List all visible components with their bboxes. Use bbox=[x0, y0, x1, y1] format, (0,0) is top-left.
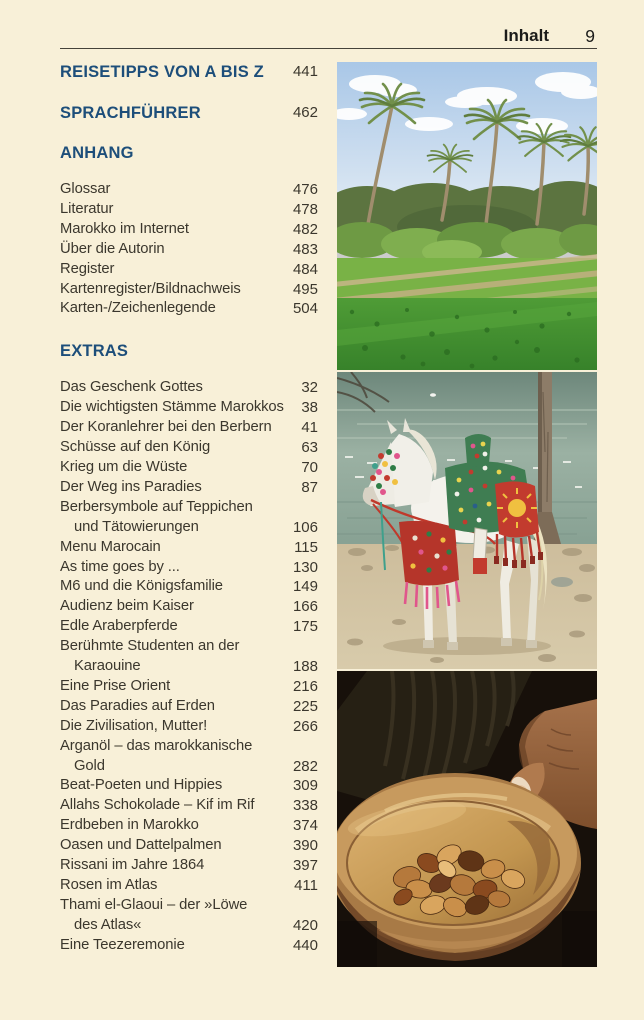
toc-entry bbox=[60, 617, 318, 637]
toc-entry-label bbox=[60, 896, 278, 936]
toc-entry-label bbox=[60, 836, 278, 856]
toc-entry bbox=[60, 597, 318, 617]
toc-section-heading: ANHANG bbox=[60, 144, 134, 162]
toc-entry-label bbox=[60, 697, 278, 717]
toc-entry-page: 476 bbox=[292, 181, 318, 198]
toc-entry-label bbox=[60, 776, 278, 796]
toc-entry-line: Das Geschenk Gottes bbox=[60, 379, 203, 396]
toc-entry-page: 309 bbox=[292, 777, 318, 795]
header-rule bbox=[60, 48, 597, 49]
toc-entry-label bbox=[60, 737, 278, 777]
toc-entry-line: Gold bbox=[74, 757, 105, 774]
toc-entry-line: Literatur bbox=[60, 200, 114, 217]
toc-entry bbox=[60, 538, 318, 558]
toc-entry-line: Thami el-Glaoui – der »Löwe bbox=[60, 896, 248, 913]
toc-major-row bbox=[60, 103, 318, 123]
toc-entry bbox=[60, 558, 318, 578]
toc-entry-page: 225 bbox=[292, 697, 318, 715]
toc-entry-label bbox=[60, 438, 278, 458]
toc-entry-line: Krieg um die Wüste bbox=[60, 458, 188, 475]
toc-entry-label bbox=[60, 558, 278, 578]
toc-entry-label bbox=[60, 299, 278, 319]
toc-major-label: REISETIPPS VON A BIS Z bbox=[60, 63, 264, 81]
toc-entry-line: Edle Araberpferde bbox=[60, 618, 178, 635]
toc-entry-line: Der Weg ins Paradies bbox=[60, 478, 202, 495]
photo-decorated-horse bbox=[337, 372, 597, 669]
toc-entry-line: Arganöl – das marokkanische bbox=[60, 737, 253, 754]
toc-entry-list bbox=[60, 180, 318, 319]
toc-entry-line: Karten-/Zeichenlegende bbox=[60, 300, 216, 317]
toc-entry-page: 282 bbox=[292, 757, 318, 775]
toc-entry bbox=[60, 299, 318, 319]
toc-entry bbox=[60, 260, 318, 280]
toc-entry-line: Die wichtigsten Stämme Marokkos bbox=[60, 399, 284, 416]
toc-entry-line: Berühmte Studenten an der bbox=[60, 638, 240, 655]
toc-entry-line: Glossar bbox=[60, 181, 111, 197]
toc-entry-line: Der Koranlehrer bei den Berbern bbox=[60, 419, 272, 436]
toc-entry bbox=[60, 816, 318, 836]
toc-entry bbox=[60, 240, 318, 260]
toc-entry-line: Die Zivilisation, Mutter! bbox=[60, 717, 208, 734]
toc-entry bbox=[60, 418, 318, 438]
toc-entry-label bbox=[60, 816, 278, 836]
toc-entry-label bbox=[60, 577, 278, 597]
toc-entry-label bbox=[60, 717, 278, 737]
toc-entry-page: 420 bbox=[292, 916, 318, 934]
toc-entry-page: 216 bbox=[292, 677, 318, 695]
toc-entry-page: 504 bbox=[292, 300, 318, 318]
toc-entry-line: Menu Marocain bbox=[60, 538, 161, 555]
toc-entry-label bbox=[60, 597, 278, 617]
toc-entry-label bbox=[60, 498, 278, 538]
toc-entry-page: 397 bbox=[292, 857, 318, 875]
toc-entry-label bbox=[60, 260, 278, 280]
toc-entry-label bbox=[60, 418, 278, 438]
photo-argan-nuts-bowl bbox=[337, 671, 597, 967]
toc-entry-label bbox=[60, 458, 278, 478]
toc-major-label: SPRACHFÜHRER bbox=[60, 104, 201, 122]
toc-entry bbox=[60, 856, 318, 876]
toc-entry-page: 38 bbox=[301, 399, 318, 417]
toc-entry bbox=[60, 677, 318, 697]
toc-entry-line: Das Paradies auf Erden bbox=[60, 697, 215, 714]
toc-entry-page: 115 bbox=[294, 538, 318, 556]
toc-entry-line: Register bbox=[60, 260, 115, 277]
toc-entry-page: 32 bbox=[301, 379, 318, 397]
toc-entry-label bbox=[60, 936, 278, 956]
toc-entry-page: 188 bbox=[292, 658, 318, 676]
toc-entry-line: des Atlas« bbox=[74, 916, 142, 933]
toc-entry-line: Karaouine bbox=[74, 658, 141, 675]
toc-entry-label bbox=[60, 538, 278, 558]
toc-entry-page: 175 bbox=[292, 618, 318, 636]
toc-entry-line: Erdbeben in Marokko bbox=[60, 817, 199, 834]
toc-entry-line: Marokko im Internet bbox=[60, 220, 189, 237]
toc-entry-page: 41 bbox=[301, 419, 318, 437]
toc-entry-list bbox=[60, 378, 318, 955]
toc-entry bbox=[60, 220, 318, 240]
photo-column bbox=[337, 62, 597, 969]
toc-entry bbox=[60, 280, 318, 300]
toc-entry-label bbox=[60, 856, 278, 876]
toc-entry-line: Rosen im Atlas bbox=[60, 877, 158, 893]
toc-entry bbox=[60, 498, 318, 538]
toc-entry-page: 478 bbox=[292, 200, 318, 218]
toc-entry-page: 106 bbox=[292, 518, 318, 536]
toc-entry-page: 440 bbox=[292, 936, 318, 954]
toc-entry-label bbox=[60, 378, 278, 398]
toc-entry bbox=[60, 896, 318, 936]
toc-entry-line: Über die Autorin bbox=[60, 240, 165, 257]
toc-entry-page: 166 bbox=[292, 598, 318, 616]
toc-entry bbox=[60, 478, 318, 498]
toc-entry-label bbox=[60, 677, 278, 697]
toc-entry-page: 374 bbox=[292, 817, 318, 835]
toc-entry bbox=[60, 637, 318, 677]
toc-entry bbox=[60, 697, 318, 717]
toc-entry-page: 495 bbox=[292, 280, 318, 298]
toc-entry-label bbox=[60, 280, 278, 300]
toc-entry-label bbox=[60, 478, 278, 498]
toc-entry-line: Oasen und Dattelpalmen bbox=[60, 837, 222, 854]
toc-entry-line: und Tätowierungen bbox=[74, 518, 199, 535]
toc-entry-line: Schüsse auf den König bbox=[60, 439, 211, 456]
photo-oasis-palm-grove bbox=[337, 62, 597, 370]
toc-column bbox=[60, 62, 318, 979]
toc-entry-line: Rissani im Jahre 1864 bbox=[60, 857, 205, 874]
toc-entry bbox=[60, 378, 318, 398]
toc-entry-page: 87 bbox=[301, 478, 318, 496]
toc-entry-label bbox=[60, 240, 278, 260]
toc-entry-page: 411 bbox=[294, 877, 318, 894]
toc-entry bbox=[60, 836, 318, 856]
toc-entry bbox=[60, 876, 318, 896]
toc-entry-label bbox=[60, 876, 278, 896]
toc-entry bbox=[60, 776, 318, 796]
toc-entry-page: 266 bbox=[292, 717, 318, 735]
toc-entry-line: Berbersymbole auf Teppichen bbox=[60, 498, 253, 515]
toc-entry bbox=[60, 200, 318, 220]
header-title: Inhalt bbox=[503, 26, 549, 45]
argan-bowl-illustration bbox=[337, 671, 597, 967]
toc-entry bbox=[60, 438, 318, 458]
toc-entry-line: Beat-Poeten und Hippies bbox=[60, 777, 223, 794]
toc-entry-label bbox=[60, 796, 278, 816]
toc-entry-page: 130 bbox=[292, 558, 318, 576]
toc-entry-page: 338 bbox=[292, 797, 318, 815]
toc-entry-label bbox=[60, 617, 278, 637]
toc-entry bbox=[60, 180, 318, 200]
toc-entry-page: 149 bbox=[292, 578, 318, 596]
toc-entry-label bbox=[60, 220, 278, 240]
header-page-number: 9 bbox=[585, 26, 595, 46]
toc-entry-page: 390 bbox=[292, 837, 318, 855]
toc-entry bbox=[60, 737, 318, 777]
toc-entry-page: 482 bbox=[292, 220, 318, 238]
toc-entry bbox=[60, 458, 318, 478]
oasis-illustration bbox=[337, 62, 597, 370]
toc-entry-line: Eine Teezeremonie bbox=[60, 936, 185, 953]
toc-entry-line: Allahs Schokolade – Kif im Rif bbox=[60, 797, 255, 814]
toc-entry-line: Kartenregister/Bildnachweis bbox=[60, 280, 241, 297]
toc-entry-page: 70 bbox=[301, 458, 318, 476]
toc-entry-line: As time goes by ... bbox=[60, 558, 180, 575]
toc-entry bbox=[60, 936, 318, 956]
toc-entry bbox=[60, 577, 318, 597]
toc-entry bbox=[60, 796, 318, 816]
toc-entry-label bbox=[60, 637, 278, 677]
toc-section-heading: EXTRAS bbox=[60, 342, 129, 361]
page-header bbox=[60, 26, 597, 50]
toc-entry-label bbox=[60, 200, 278, 220]
toc-entry bbox=[60, 398, 318, 418]
toc-entry-line: M6 und die Königsfamilie bbox=[60, 578, 223, 595]
toc-major-page: 462 bbox=[292, 104, 318, 121]
toc-entry-line: Eine Prise Orient bbox=[60, 677, 171, 694]
toc-entry bbox=[60, 717, 318, 737]
toc-major-page: 441 bbox=[292, 63, 318, 80]
horse-illustration bbox=[337, 372, 597, 669]
toc-entry-label bbox=[60, 180, 278, 200]
toc-major-row bbox=[60, 62, 318, 82]
toc-entry-page: 483 bbox=[292, 240, 318, 258]
toc-entry-page: 63 bbox=[301, 439, 318, 457]
toc-entry-line: Audienz beim Kaiser bbox=[60, 598, 194, 615]
toc-entry-page: 484 bbox=[292, 260, 318, 278]
toc-entry-label bbox=[60, 398, 284, 418]
